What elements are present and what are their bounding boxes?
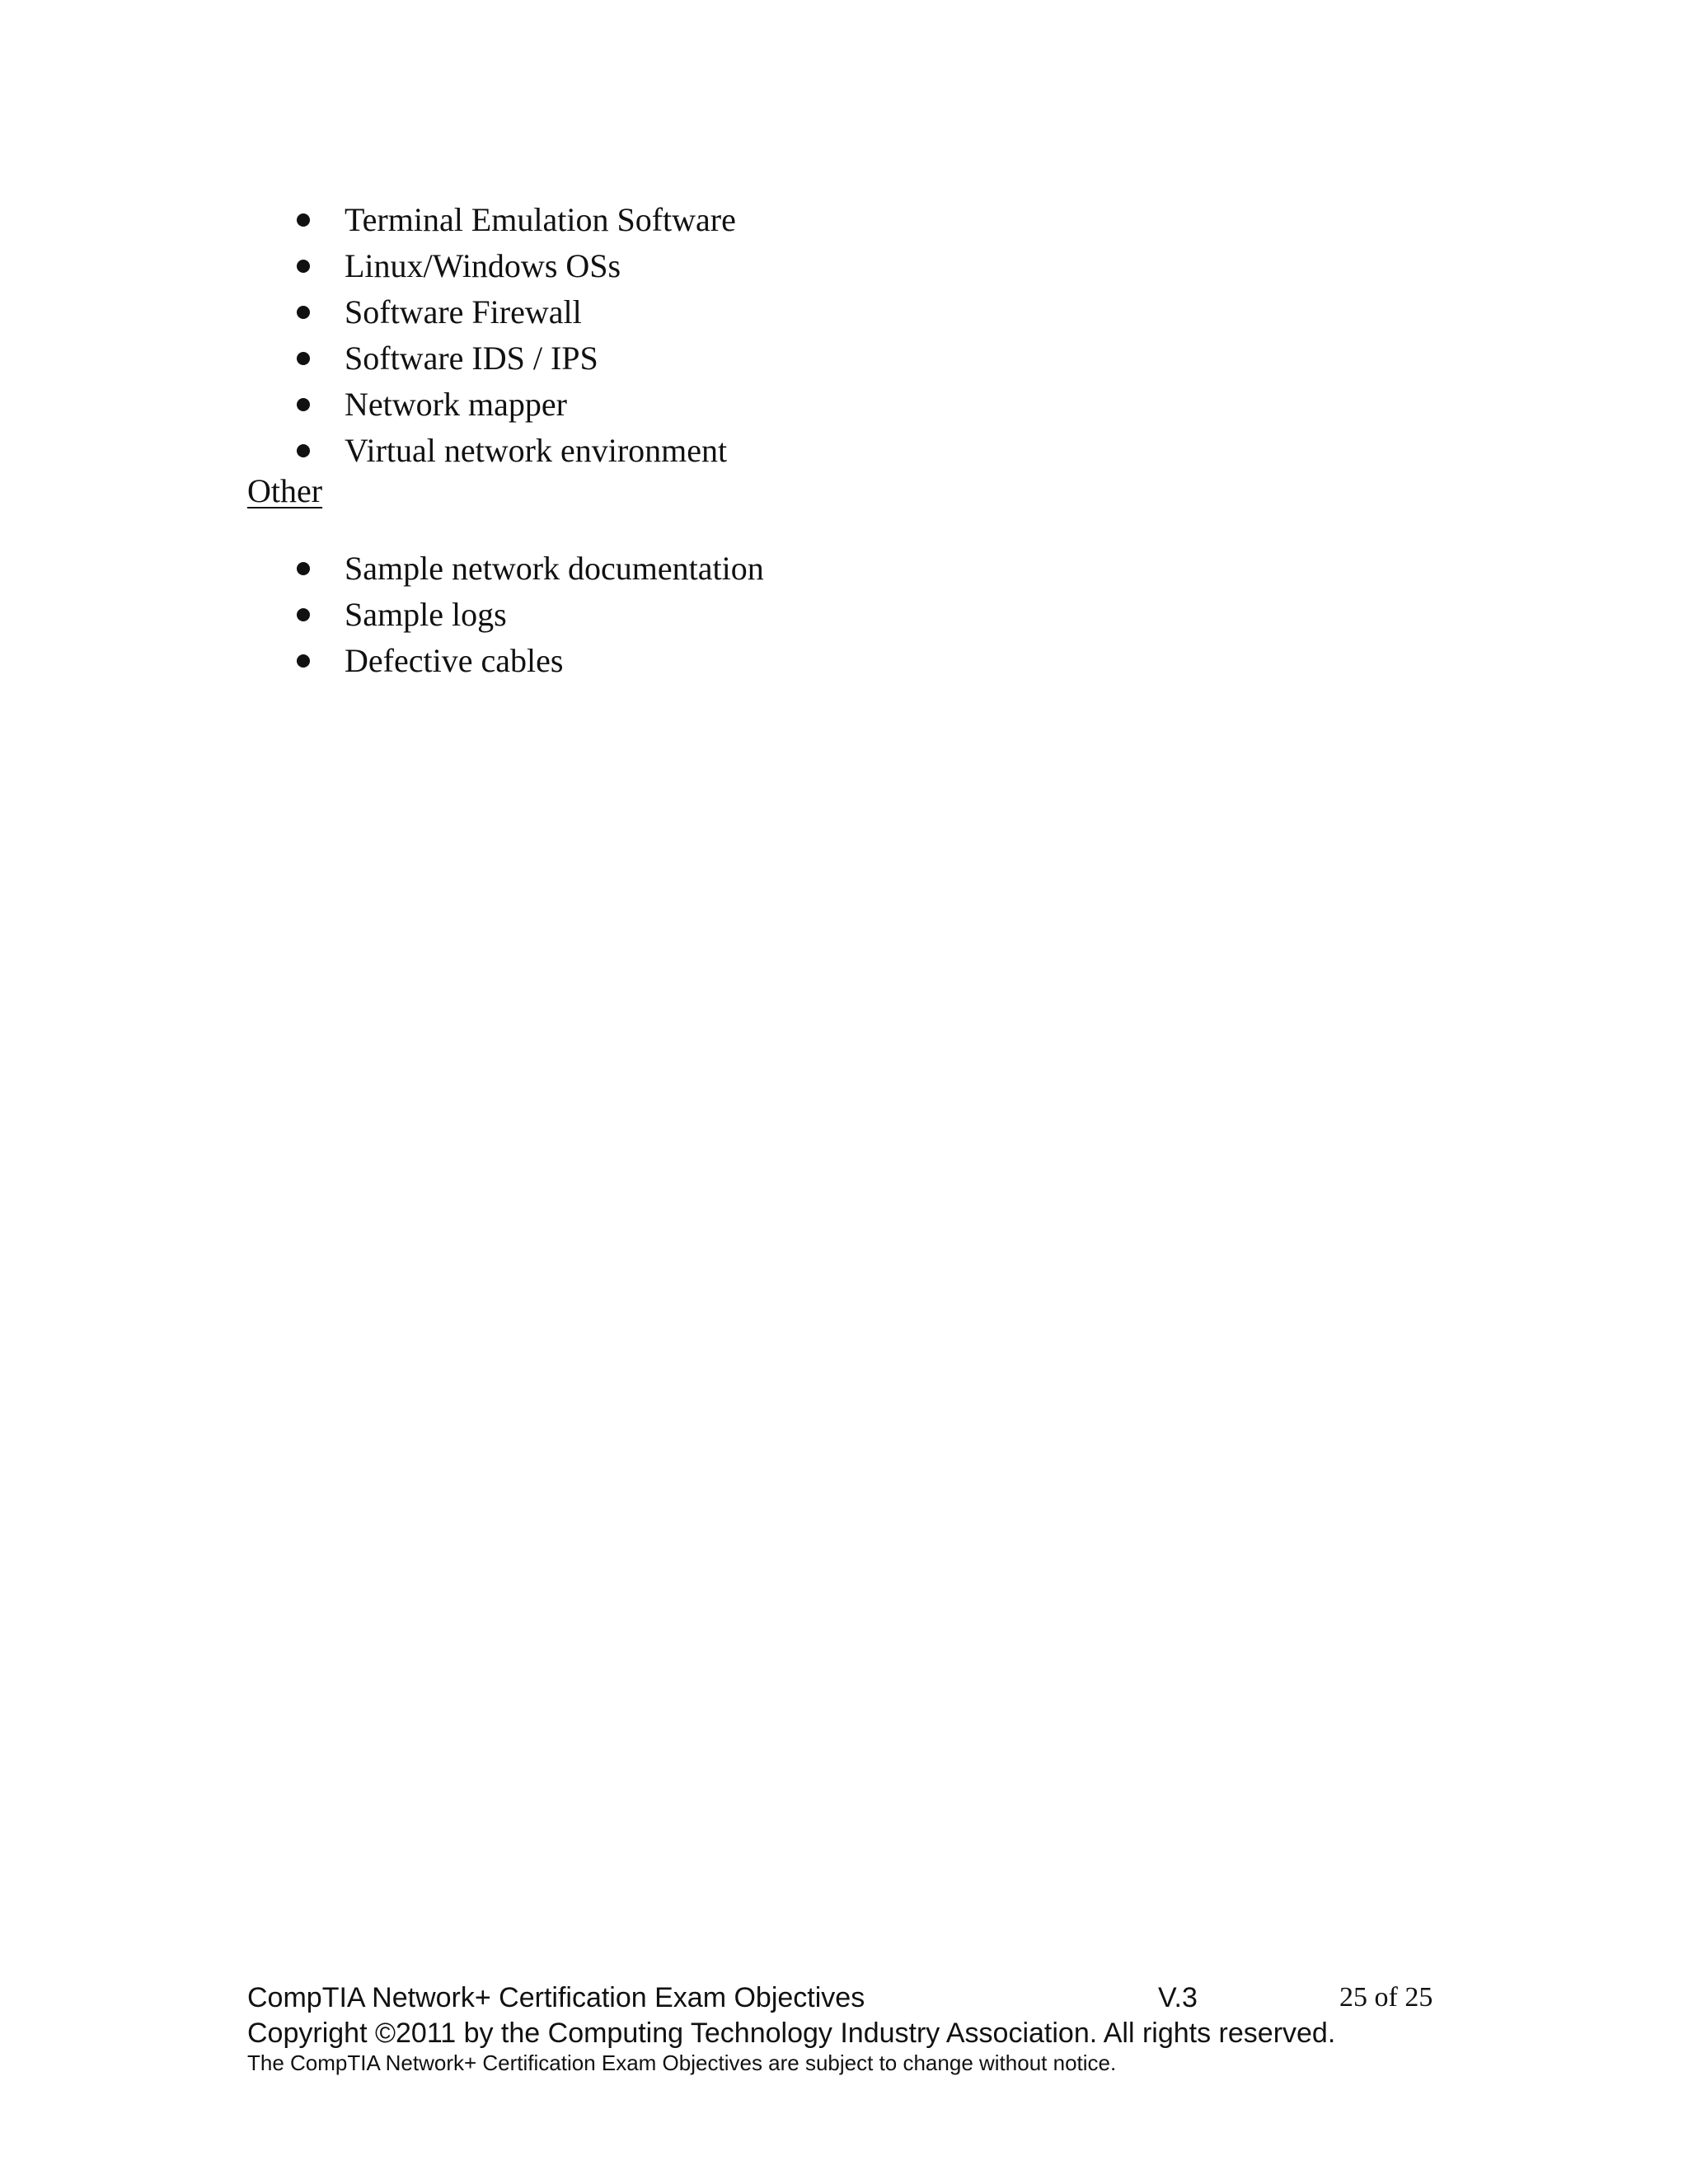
footer-title: CompTIA Network+ Certification Exam Objectives [247, 1982, 865, 2013]
list-item [247, 382, 736, 428]
bullet-icon [295, 197, 312, 243]
list-item-text: Defective cables [345, 642, 564, 679]
footer-copyright: Copyright ©2011 by the Computing Technology Industry Association. All rights reserved. [247, 2018, 1336, 2049]
bullet-icon [295, 335, 312, 382]
list-item [247, 638, 764, 684]
footer-version: V.3 [1158, 1982, 1198, 2013]
list-item-text: Virtual network environment [345, 432, 728, 469]
footer-page-number: 25 of 25 [1339, 1982, 1433, 2013]
list-item [247, 197, 736, 243]
list-item [247, 546, 764, 592]
list-item-text: Linux/Windows OSs [345, 247, 621, 284]
bullet-icon [295, 243, 312, 289]
bullet-icon [295, 428, 312, 474]
bullet-icon [295, 382, 312, 428]
list-item-text: Sample network documentation [345, 550, 764, 587]
bullet-icon [295, 592, 312, 638]
list-item [247, 289, 736, 335]
list-item [247, 243, 736, 289]
list-item-text: Sample logs [345, 596, 507, 633]
list-item-text: Terminal Emulation Software [345, 201, 736, 238]
list-item-text: Network mapper [345, 386, 567, 423]
bullet-icon [295, 638, 312, 684]
list-item [247, 335, 736, 382]
list-item [247, 428, 736, 474]
software-list [247, 197, 736, 474]
list-item [247, 592, 764, 638]
bullet-icon [295, 289, 312, 335]
other-list [247, 546, 764, 684]
footer-notice: The CompTIA Network+ Certification Exam Objectives are subject to change without notice. [247, 2050, 1117, 2075]
other-section-heading: Other [247, 472, 323, 509]
list-item-text: Software IDS / IPS [345, 340, 598, 377]
list-item-text: Software Firewall [345, 293, 582, 330]
bullet-icon [295, 546, 312, 592]
